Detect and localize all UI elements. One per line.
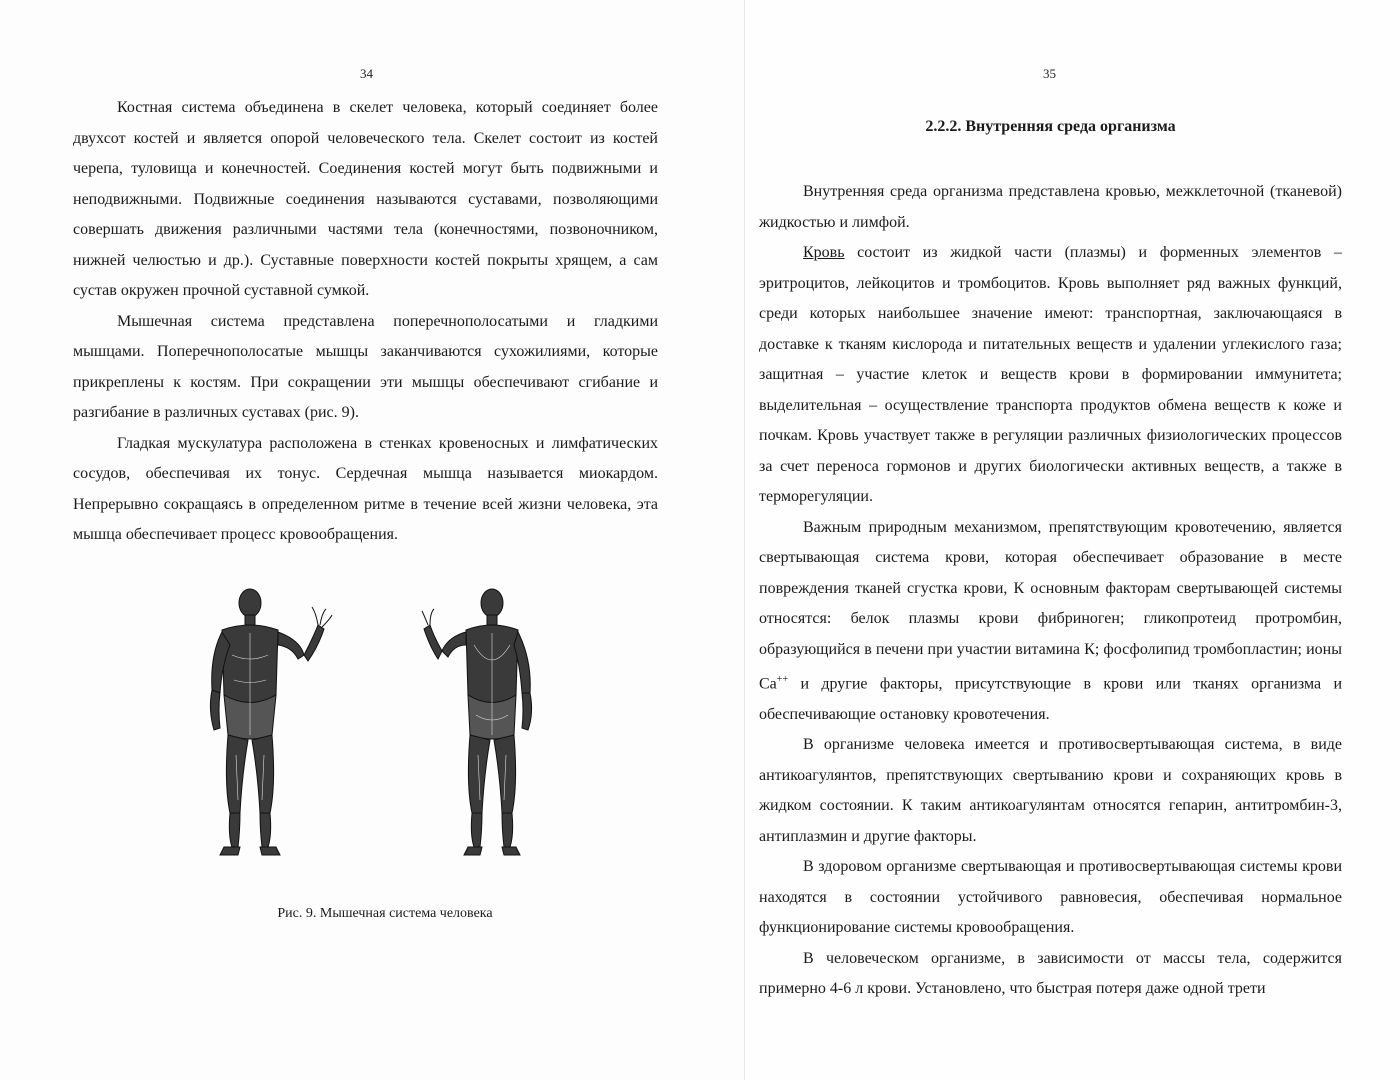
underlined-term: Кровь: [803, 244, 845, 261]
paragraph: Мышечная система представлена поперечнополосатыми и гладкими мышцами. Поперечнополосатые мышцы заканчиваются сухожилиями, которые прикреплены к костям. При сокращении эти мышцы обеспечивают сгибание и разгибание в различных суставах (рис. 9).: [73, 312, 658, 421]
right-body-text: [759, 177, 1342, 1005]
muscle-figure-back: [420, 585, 550, 860]
paragraph-text: Важным природным механизмом, препятствующим кровотечению, является свертывающая система крови, которая обеспечивает образование в месте повреждения тканей сгустка крови, К основным факторам свертывающей системы относятся: белок плазмы крови фибриноген; гликопротеид протромбин, образующийся в печени при участии витамина К; фосфолипид тромбопластин; ионы Ca: [759, 518, 1342, 693]
left-body-text: [73, 93, 658, 551]
paragraph: В человеческом организме, в зависимости от массы тела, содержится примерно 4-6 л крови. Установлено, что быстрая потеря даже одной трети: [759, 949, 1342, 998]
muscle-figure-front: [200, 585, 340, 860]
paragraph: Костная система объединена в скелет человека, который соединяет более двухсот костей и является опорой человеческого тела. Скелет состоит из костей черепа, туловища и конечностей. Соединения костей могут быть подвижными и неподвижными. Подвижные соединения называются суставами, позволяющими совершать движения различными частями тела (конечностями, позвоночником, нижней челюстью и др.). Суставные поверхности костей покрыты хрящем, а сам сустав окружен прочной суставной сумкой.: [73, 99, 658, 299]
paragraph: [759, 513, 1342, 731]
right-page: [744, 0, 1400, 1080]
page-number: 35: [1043, 66, 1056, 81]
superscript: ++: [776, 674, 789, 685]
page-number: 34: [360, 66, 373, 81]
paragraph-text: состоит из жидкой части (плазмы) и форменных элементов – эритроцитов, лейкоцитов и тромбоцитов. Кровь выполняет ряд важных функций, среди которых наибольшее значение имеют: транспортная, заключающаяся в доставке к тканям кислорода и питательных веществ и удалении углекислого газа; защитная – участие клеток и веществ крови в формировании иммунитета; выделительная – осуществление транспорта продуктов обмена веществ к коже и почкам. Кровь участвует также в регуляции различных физиологических процессов за счет переноса гормонов и других биологически активных веществ, а также в терморегуляции.: [759, 244, 1342, 505]
figure-caption: Рис. 9. Мышечная система человека: [277, 906, 493, 921]
paragraph: Гладкая мускулатура расположена в стенках кровеносных и лимфатических сосудов, обеспечивая их тонус. Сердечная мышца называется миокардом. Непрерывно сокращаясь в определенном ритме в течение всей жизни человека, эта мышца обеспечивает процесс кровообращения.: [73, 434, 658, 543]
paragraph: [759, 238, 1342, 513]
paragraph-text: и другие факторы, присутствующие в крови или тканях организма и обеспечивающие остановку кровотечения.: [759, 675, 1342, 723]
paragraph: Внутренняя среда организма представлена кровью, межклеточной (тканевой) жидкостью и лимфой.: [759, 183, 1342, 231]
paragraph: В организме человека имеется и противосвертывающая система, в виде антикоагулянтов, препятствующих свертыванию крови и сохраняющих кровь в жидком состоянии. К таким антикоагулянтам относятся гепарин, антитромбин-3, антиплазмин и другие факторы.: [759, 736, 1342, 845]
paragraph: В здоровом организме свертывающая и противосвертывающая системы крови находятся в состоянии устойчивого равновесия, обеспечивая нормальное функционирование системы кровообращения.: [759, 858, 1342, 937]
section-heading: 2.2.2. Внутренняя среда организма: [925, 118, 1176, 135]
